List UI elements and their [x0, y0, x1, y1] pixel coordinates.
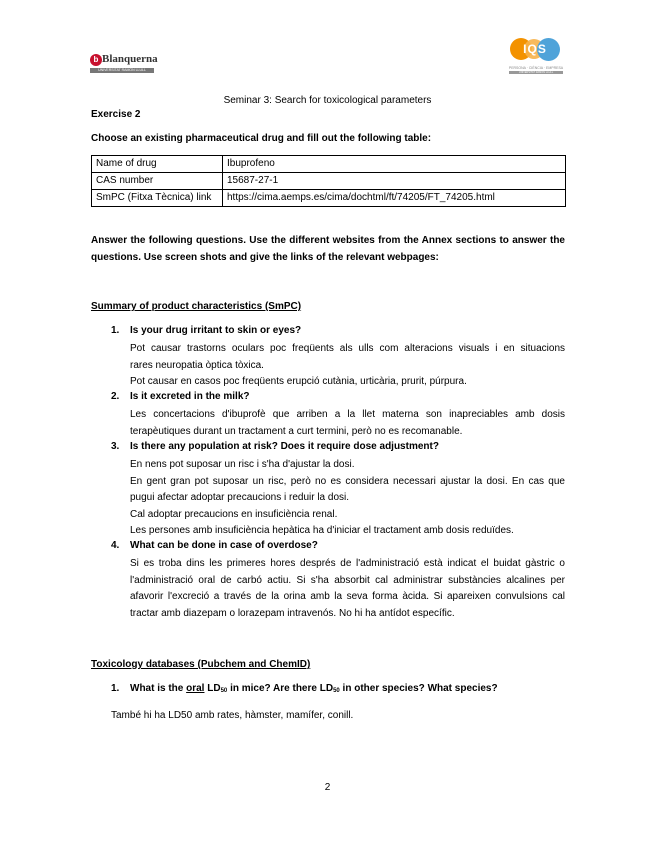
- answer-line: Les persones amb insuficiència hepàtica ha d'iniciar el tractament amb dosis reduïdes.: [130, 525, 514, 536]
- table-value-cell: Ibuprofeno: [223, 156, 566, 173]
- iqs-logo: [505, 38, 567, 76]
- question-number: 2.: [111, 391, 120, 402]
- question-number: 4.: [111, 540, 120, 551]
- answer-line: Pot causar en casos poc freqüents erupció cutània, urticària, prurit, púrpura.: [130, 376, 467, 387]
- answer-line: terapèutiques durant un tractament a curt termini, però no es recomanable.: [130, 425, 463, 437]
- answer-instruction: Answer the following questions. Use the different websites from the Annex sections to answer the questions. Use screen shots and give the links of the relevant webpages:: [91, 235, 565, 263]
- question-number: 3.: [111, 441, 120, 452]
- iqs-logo-sub: UNIVERSITAT RAMON LLULL: [518, 71, 554, 74]
- answer-line: afavorir l'excreció a través de la orina amb la seva forma àcida. Si apareixen convulsions cal: [130, 591, 565, 602]
- question-part: in mice? Are there: [230, 683, 317, 694]
- iqs-logo-text: IQS: [523, 42, 547, 56]
- question-text: What can be done in case of overdose?: [130, 540, 318, 551]
- answer-line: rares neuropatia òptica tòxica.: [130, 359, 264, 371]
- table-label-cell: Name of drug: [92, 156, 223, 173]
- question-text: Is your drug irritant to skin or eyes?: [130, 325, 302, 336]
- page-number: 2: [324, 782, 331, 793]
- iqs-logo-tagline: PERSONA · CIÈNCIA · EMPRESA: [508, 66, 564, 70]
- blanquerna-logo-mark-icon: b: [90, 54, 102, 66]
- drug-table: [91, 155, 566, 207]
- answer-line: l'administració oral de carbó actiu. Si s'ha absorbit cal administrar substàncies alcalines per: [130, 574, 565, 586]
- question-ld-sub: 50: [220, 688, 228, 694]
- answer-line: pugui afectar adoptar precaucions i reduir la dosi.: [130, 492, 350, 503]
- question-oral: oral: [186, 683, 205, 694]
- question-number: 1.: [111, 683, 120, 694]
- table-row: [92, 190, 566, 207]
- table-label-cell: CAS number: [92, 173, 223, 190]
- answer-line: Si es troba dins les primeres hores després de l'administració està indicat el buidat gàstric o: [130, 558, 565, 569]
- question-text: Is it excreted in the milk?: [130, 391, 250, 402]
- question-ld-sub: 50: [333, 688, 340, 694]
- blanquerna-logo-bar: [90, 68, 154, 73]
- seminar-title: Seminar 3: Search for toxicological parameters: [223, 95, 432, 106]
- answer-line: tractar amb diazepam o lorazepam intravenós. No hi ha antídot específic.: [130, 607, 455, 619]
- answer-block: [130, 457, 565, 540]
- table-row: [92, 173, 566, 190]
- answer-line: Les concertacions d'ibuprofè que arriben a la llet materna son inapreciables amb dosis: [130, 409, 565, 420]
- table-label-cell: SmPC (Fitxa Tècnica) link: [92, 190, 223, 207]
- answer-line: Cal adoptar precaucions en insuficiència renal.: [130, 508, 338, 520]
- question-text: [130, 683, 498, 694]
- smpc-link[interactable]: https://cima.aemps.es/cima/dochtml/ft/74205/FT_74205.html: [223, 190, 566, 207]
- question-part: What is the: [130, 683, 184, 694]
- tox-answer: També hi ha LD50 amb rates, hàmster, mamífer, conill.: [111, 710, 354, 721]
- instruction-text: Choose an existing pharmaceutical drug and fill out the following table:: [91, 133, 432, 144]
- answer-line: En nens pot suposar un risc i s'ha d'ajustar la dosi.: [130, 459, 355, 470]
- question-ld: LD: [207, 683, 221, 694]
- tox-section-heading: Toxicology databases (Pubchem and ChemID): [91, 659, 311, 670]
- blanquerna-logo: [90, 54, 160, 78]
- blanquerna-logo-tagline: UNIVERSITAT RAMON LLULL: [98, 68, 146, 72]
- answer-block: [130, 407, 565, 440]
- exercise-title: Exercise 2: [91, 109, 141, 120]
- answer-block: [130, 556, 565, 622]
- question-ld: LD: [319, 683, 334, 694]
- table-value-cell: 15687-27-1: [223, 173, 566, 190]
- question-text: Is there any population at risk? Does it require dose adjustment?: [130, 441, 439, 452]
- smpc-section-heading: Summary of product characteristics (SmPC): [91, 301, 302, 312]
- answer-line: En gent gran pot suposar un risc, però no es considera necessari ajustar la dosi. En cas que: [130, 475, 565, 487]
- question-part: in other species? What species?: [342, 683, 498, 694]
- question-number: 1.: [111, 325, 120, 336]
- iqs-logo-bar: [509, 71, 563, 74]
- blanquerna-logo-text: Blanquerna: [102, 53, 158, 65]
- answer-line: Pot causar trastorns oculars poc freqüents als ulls com alteracions visuals i en situacions: [130, 343, 565, 354]
- answer-block: [130, 341, 565, 391]
- table-row: [92, 156, 566, 173]
